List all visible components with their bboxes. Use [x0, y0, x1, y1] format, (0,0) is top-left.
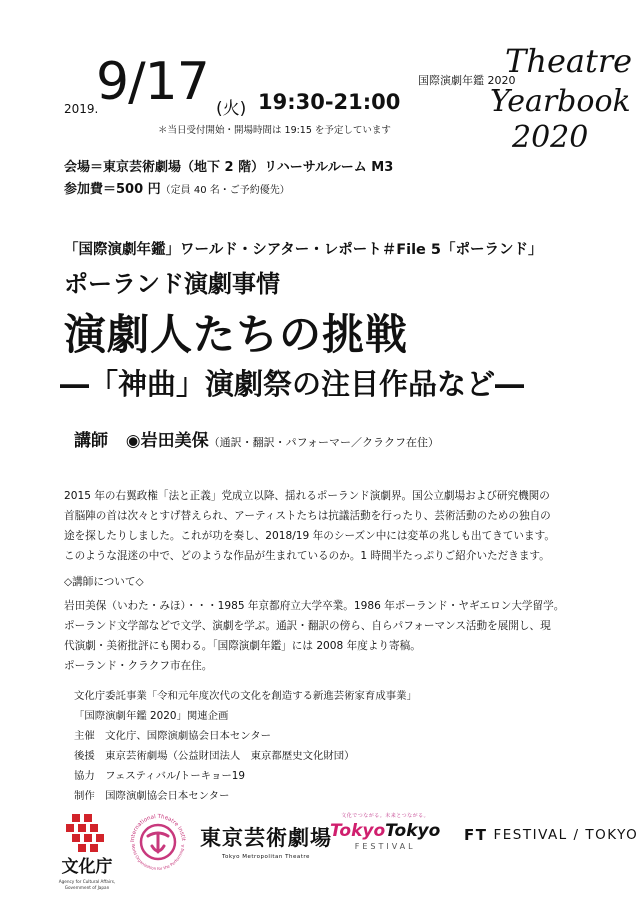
- event-time: 19:30-21:00: [258, 90, 401, 114]
- event-tagline: ―「神曲」演劇祭の注目作品など―: [60, 367, 525, 401]
- credit-line: 「国際演劇年鑑 2020」関連企画: [74, 710, 229, 722]
- iti-ring-bottom-text: World Organization for the Performing A: [130, 843, 186, 872]
- ttf-word-b: Tokyo: [385, 821, 441, 841]
- tmt-logo: [200, 822, 332, 860]
- lecturer-name: ◉岩田美保: [125, 431, 209, 451]
- series-title: 「国際演劇年鑑」ワールド・シアター・レポート＃File 5「ポーランド」: [64, 242, 543, 258]
- event-year: 2019.: [64, 102, 99, 116]
- yearbook-logo-yearbook: Yearbook: [490, 84, 631, 119]
- ttf-word-a: Tokyo: [330, 821, 386, 841]
- credit-line: 主催 文化庁、国際演劇協会日本センター: [74, 730, 272, 742]
- description-line: 途を探したりしました。これが功を奏し、2018/19 年のシーズン中には変革の兆しも出てきています。: [64, 530, 555, 542]
- description-line: 首脳陣の首は次々とすげ替えられ、アーティストたちは抗議活動を行ったり、芸術活動のための独自の: [64, 510, 551, 522]
- credits: [74, 686, 417, 806]
- iti-emblem-icon: [126, 810, 190, 874]
- bio-line: ポーランド文学部などで文学、演劇を学ぶ。通訳・翻訳の傍ら、自らパフォーマンス活動を展開し、現: [64, 620, 551, 632]
- yearbook-logo-theatre: Theatre: [505, 42, 633, 80]
- tmt-logo-jp: 東京芸術劇場: [200, 825, 332, 850]
- bunka-emblem-icon: [52, 812, 122, 894]
- bio-line: ポーランド・クラクフ市在住。: [64, 660, 213, 672]
- event-date: 9/17: [96, 52, 209, 112]
- event-main-title: 演劇人たちの挑戦: [64, 310, 409, 359]
- fee-main: 参加費＝500 円: [64, 182, 161, 197]
- credit-line: 制作 国際演劇協会日本センター: [74, 790, 230, 802]
- lecturer-role: （通訳・翻訳・パフォーマー／クラクフ在住）: [208, 436, 440, 449]
- iti-ring-top-text: International Theatre Instit: [129, 813, 186, 843]
- event-subtitle: ポーランド演劇事情: [64, 270, 280, 298]
- lecturer-line: [74, 426, 439, 451]
- bio-line: 岩田美保（いわた・みほ）・・・1985 年京都府立大学卒業。1986 年ポーランド・ヤギエロン大学留学。: [64, 600, 565, 612]
- bio-heading: ◇講師について◇: [64, 576, 144, 588]
- description-line: このような混迷の中で、どのような作品が生まれているのか。1 時間半たっぷりご紹介いただきます。: [64, 550, 550, 562]
- description-line: 2015 年の右翼政権「法と正義」党成立以降、揺れるポーランド演劇界。国公立劇場および研究機関の: [64, 490, 550, 502]
- bio-line: 代演劇・美術批評にも関わる。「国際演劇年鑑」には 2008 年度より寄稿。: [64, 640, 421, 652]
- ttf-wordmark: [330, 821, 440, 841]
- fee-info: [64, 178, 290, 197]
- bunka-logo-text: 文化庁: [61, 857, 113, 877]
- fee-sub: （定員 40 名・ご予約優先）: [160, 185, 290, 196]
- event-weekday: (火): [216, 99, 247, 119]
- ttf-festival: FESTIVAL: [354, 842, 416, 851]
- ft-mark-icon: FT: [464, 826, 488, 844]
- festival-tokyo-logo: [464, 826, 638, 844]
- lecturer-label: 講師: [74, 431, 108, 451]
- reception-notice: ＊当日受付開始・開場時間は 19:15 を予定しています: [158, 125, 391, 136]
- bunka-logo: [52, 812, 122, 894]
- ttf-tagline: 文化でつながる。未来とつながる。: [341, 813, 430, 819]
- tokyo-tokyo-festival-logo: [330, 812, 440, 851]
- credit-line: 協力 フェスティバル/トーキョー19: [74, 770, 246, 782]
- bunka-logo-en2: Government of Japan: [64, 885, 110, 890]
- event-description: [64, 486, 594, 566]
- iti-logo: [126, 810, 190, 874]
- yearbook-label: 国際演劇年鑑 2020: [418, 74, 516, 87]
- yearbook-logo-year: 2020: [512, 120, 589, 155]
- ft-text: FESTIVAL / TOKYO: [493, 827, 639, 843]
- venue-info: 会場＝東京芸術劇場（地下 2 階）リハーサルルーム M3: [64, 160, 394, 175]
- tmt-logo-en: Tokyo Metropolitan Theatre: [222, 854, 310, 860]
- bunka-logo-en1: Agency for Cultural Affairs,: [58, 879, 116, 884]
- lecturer-bio: [64, 596, 594, 676]
- credit-line: 後援 東京芸術劇場（公益財団法人 東京都歴史文化財団）: [74, 750, 355, 762]
- credit-line: 文化庁委託事業「令和元年度次代の文化を創造する新進芸術家育成事業」: [74, 690, 417, 702]
